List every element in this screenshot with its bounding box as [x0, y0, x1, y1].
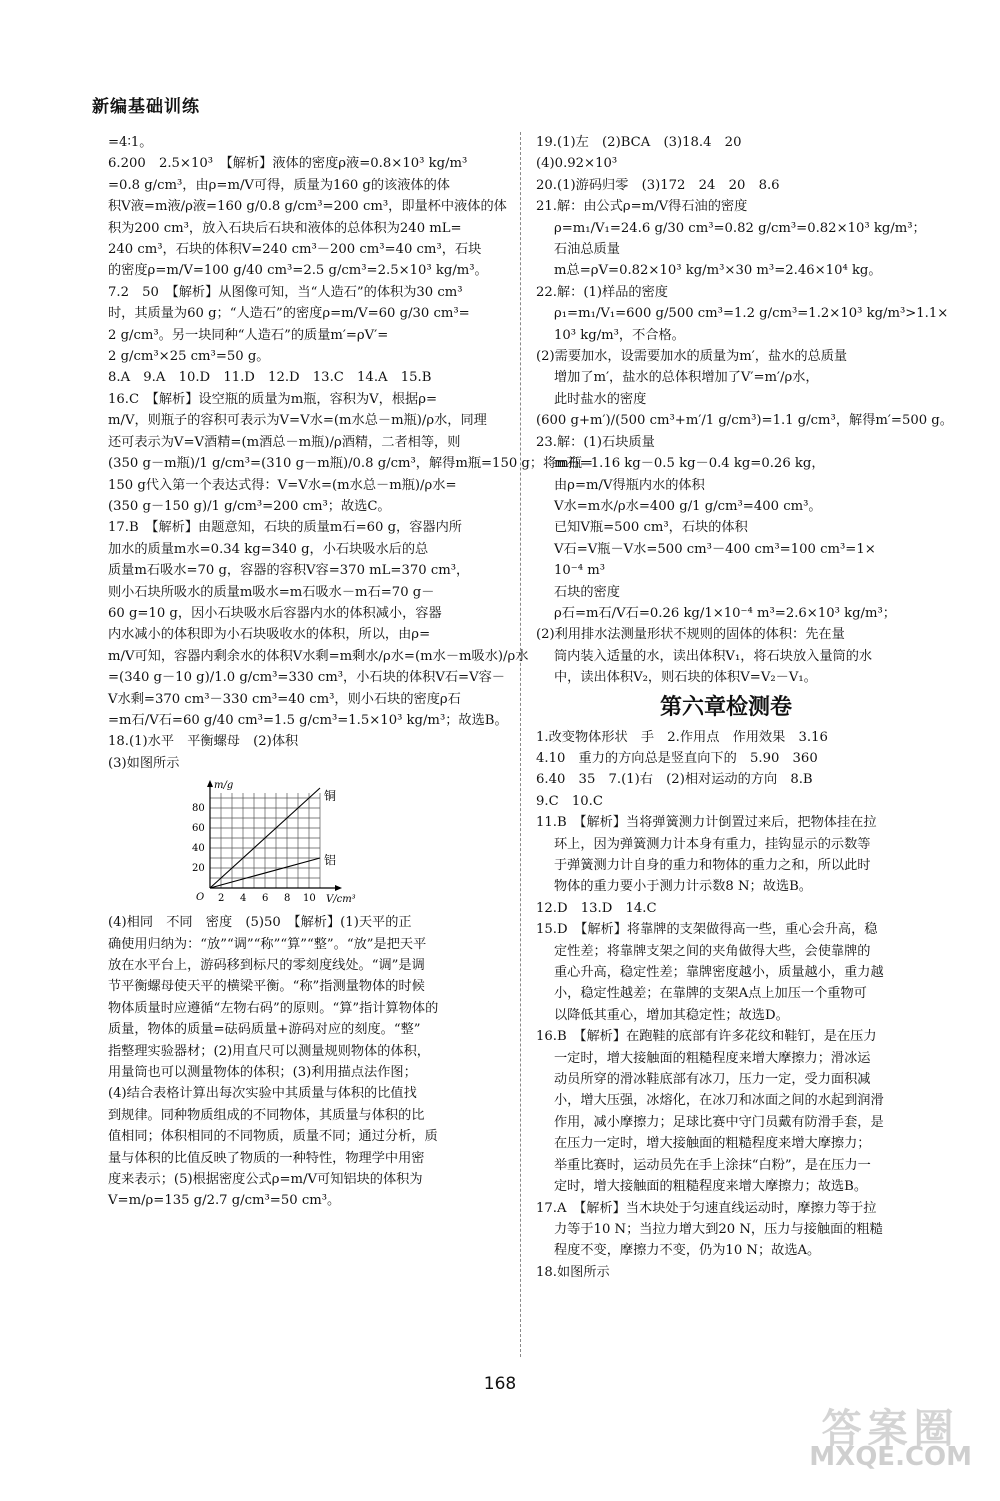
text-line: 18.如图所示: [536, 1264, 610, 1280]
page-number: 168: [483, 1374, 517, 1394]
text-line: V水=m水/ρ水=400 g/1 g/cm³=400 cm³。: [554, 498, 822, 514]
text-line: =(340 g－10 g)/1.0 g/cm³=330 cm³，小石块的体积V石=V容－: [108, 670, 505, 686]
text-line: 2 g/cm³×25 cm³=50 g。: [108, 349, 270, 365]
graph-x-tick: 2: [218, 893, 225, 905]
text-line: 作用，减小摩擦力；足球比赛中守门员戴有防滑手套，是: [554, 1114, 884, 1130]
text-line: 16.C 【解析】设空瓶的质量为m瓶，容积为V，根据ρ=: [108, 391, 438, 407]
graph-y-tick: 80: [192, 803, 205, 815]
text-line: (4)结合表格计算出每次实验中其质量与体积的比值找: [108, 1086, 417, 1102]
text-line: (4)相同 不同 密度 (5)50 【解析】(1)天平的正: [108, 915, 412, 931]
text-line: 6.200 2.5×10³ 【解析】液体的密度ρ液=0.8×10³ kg/m³: [108, 156, 468, 172]
text-line: ρ₁=m₁/V₁=600 g/500 cm³=1.2 g/cm³=1.2×10³ kg/m³>1.1×: [554, 306, 949, 322]
text-line: 到规律。同种物质组成的不同物体，其质量与体积的比: [108, 1107, 425, 1123]
text-line: 石块的密度: [554, 584, 620, 600]
text-line: 19.(1)左 (2)BCA (3)18.4 20: [536, 135, 742, 150]
text-line: (2)利用排水法测量形状不规则的固体的体积：先在量: [536, 627, 845, 643]
text-line: 中，读出体积V₂，则石块的体积V=V₂－V₁。: [554, 670, 817, 686]
text-line: 还可表示为V=V酒精=(m酒总－m瓶)/ρ酒精，二者相等，则: [108, 434, 461, 450]
text-line: 积V液=m液/ρ液=160 g/0.8 g/cm³=200 cm³，即量杯中液体的体: [108, 199, 507, 215]
text-line: 内水减小的体积即为小石块吸收水的体积，所以，由ρ=: [108, 627, 431, 643]
text-line: 23.解：(1)石块质量: [536, 434, 655, 450]
text-line: 21.解：由公式ρ=m/V得石油的密度: [536, 199, 748, 215]
graph-y-tick: 40: [192, 843, 205, 855]
graph-aluminum-label: 铝: [324, 853, 337, 868]
graph-origin: O: [196, 892, 205, 904]
text-line: =0.8 g/cm³，由ρ=m/V可得，质量为160 g的该液体的体: [108, 177, 450, 193]
text-line: 则小石块所吸水的质量m吸水=m石吸水－m石=70 g－: [108, 584, 435, 600]
text-line: =4∶1。: [108, 135, 153, 150]
text-line: (350 g－150 g)/1 g/cm³=200 cm³；故选C。: [108, 498, 391, 514]
text-line: (600 g+m′)/(500 cm³+m′/1 g/cm³)=1.1 g/cm³，解得m′=500 g。: [536, 413, 953, 429]
right-text-block: [536, 132, 953, 689]
text-line: (2)需要加水，设需要加水的质量为m′，盐水的总质量: [536, 349, 848, 365]
text-line: m/V，则瓶子的容积可表示为V=V水=(m水总－m瓶)/ρ水，同理: [108, 413, 487, 429]
text-line: 积为200 cm³，放入石块后石块和液体的总体积为240 mL=: [108, 220, 462, 236]
text-line: 8.A 9.A 10.D 11.D 12.D 13.C 14.A 15.B: [108, 370, 432, 386]
text-line: 定时，增大接触面的粗糙程度来增大摩擦力；故选B。: [554, 1179, 868, 1195]
text-line: V石=V瓶－V水=500 cm³－400 cm³=100 cm³=1×: [554, 541, 876, 557]
text-line: 物体质量时应遵循“左物右码”的原则。“算”指计算物体的: [108, 1000, 439, 1016]
text-line: 重心升高，稳定性差；靠牌密度越小，质量越小，重力越: [554, 965, 884, 981]
text-line: 时，其质量为60 g；“人造石”的密度ρ=m/V=60 g/30 cm³=: [108, 306, 470, 322]
text-line: 20.(1)游码归零 (3)172 24 20 8.6: [536, 177, 780, 193]
text-line: 节平衡螺母使天平的横梁平衡。“称”指测量物体的时候: [108, 979, 425, 995]
mass-volume-graph: [190, 778, 380, 908]
text-line: 1.改变物体形状 手 2.作用点 作用效果 3.16: [536, 729, 828, 745]
page-header: 新编基础训练: [92, 97, 200, 117]
text-line: 12.D 13.D 14.C: [536, 900, 657, 916]
watermark: [809, 1406, 972, 1472]
text-line: 16.B 【解析】在跑鞋的底部有许多花纹和鞋钉，是在压力: [536, 1029, 877, 1045]
text-line: 此时盐水的密度: [554, 391, 647, 407]
right-column: [536, 132, 953, 1283]
text-line: 确使用归纳为：“放”“调”“称”“算”“整”。“放”是把天平: [108, 936, 427, 952]
text-line: 22.解：(1)样品的密度: [536, 284, 668, 300]
text-line: 放在水平台上，游码移到标尺的零刻度线处。“调”是调: [108, 958, 425, 973]
text-line: 物体的重力要小于测力计示数8 N；故选B。: [554, 879, 812, 895]
text-line: 由ρ=m/V得瓶内水的体积: [554, 477, 705, 493]
text-line: 15.D 【解析】将靠牌的支架做得高一些，重心会升高，稳: [536, 922, 878, 938]
text-line: (4)0.92×10³: [536, 156, 618, 172]
graph-x-tick: 8: [284, 893, 291, 905]
text-line: 质量，物体的质量=砝码质量+游码对应的刻度。“整”: [108, 1022, 421, 1038]
text-line: 240 cm³，石块的体积V=240 cm³－200 cm³=40 cm³，石块: [108, 242, 482, 258]
graph-x-label: V/cm³: [326, 894, 356, 906]
graph-y-tick: 60: [192, 823, 205, 835]
text-line: 用量筒也可以测量物体的体积；(3)利用描点法作图；: [108, 1065, 417, 1081]
text-line: ρ石=m石/V石=0.26 kg/1×10⁻⁴ m³=2.6×10³ kg/m³；: [554, 605, 896, 621]
text-line: 一定时，增大接触面的粗糙程度来增大摩擦力；滑冰运: [554, 1050, 871, 1066]
text-line: 定性差；将靠牌支架之间的夹角做得大些，会使靠牌的: [554, 943, 871, 959]
text-line: 于弹簧测力计自身的重力和物体的重力之和，所以此时: [554, 858, 871, 873]
text-line: m总=ρV=0.82×10³ kg/m³×30 m³=2.46×10⁴ kg。: [554, 263, 882, 279]
text-line: 增加了m′，盐水的总体积增加了V′=m′/ρ水，: [554, 370, 819, 386]
column-divider: [520, 132, 521, 1357]
graph-grid: [210, 793, 320, 888]
text-line: (3)如图所示: [108, 755, 180, 771]
text-line: 力等于10 N；当拉力增大到20 N，压力与接触面的粗糙: [554, 1221, 883, 1237]
text-line: 7.2 50 【解析】从图像可知，当“人造石”的体积为30 cm³: [108, 284, 463, 300]
text-line: 程度不变，摩擦力不变，仍为10 N；故选A。: [554, 1243, 821, 1259]
text-line: 9.C 10.C: [536, 793, 603, 809]
text-line: 度来表示；(5)根据密度公式ρ=m/V可知铝块的体积为: [108, 1172, 423, 1188]
text-line: 动员所穿的滑冰鞋底部有冰刀，压力一定，受力面积减: [554, 1072, 871, 1088]
text-line: 的密度ρ=m/V=100 g/40 cm³=2.5 g/cm³=2.5×10³ kg/m³。: [108, 263, 488, 279]
text-line: 17.A 【解析】当木块处于匀速直线运动时，摩擦力等于拉: [536, 1200, 877, 1216]
text-line: 值相同；体积相同的不同物质，质量不同；通过分析，质: [108, 1129, 438, 1145]
text-line: (350 g－m瓶)/1 g/cm³=(310 g－m瓶)/0.8 g/cm³，解得m瓶=150 g；将m瓶=: [108, 456, 593, 472]
text-line: 石油总质量: [554, 242, 620, 258]
text-line: 量与体积的比值反映了物质的一种特性，物理学中用密: [108, 1150, 425, 1166]
watermark-logo-text: 答案圈: [821, 1406, 960, 1452]
graph-y-tick: 20: [192, 863, 205, 875]
text-line: V水剩=370 cm³－330 cm³=40 cm³，则小石块的密度ρ石: [108, 691, 461, 707]
text-line: V=m/ρ=135 g/2.7 g/cm³=50 cm³。: [108, 1193, 341, 1209]
text-line: 60 g=10 g，因小石块吸水后容器内水的体积减小，容器: [108, 605, 442, 621]
text-line: 11.B 【解析】当将弹簧测力计倒置过来后，把物体挂在拉: [536, 815, 877, 831]
text-line: 小，增大压强，冰熔化，在冰刀和冰面之间的水起到润滑: [554, 1093, 884, 1109]
text-line: m/V可知，容器内剩余水的体积V水剩=m剩水/ρ水=(m水－m吸水)/ρ水: [108, 648, 529, 664]
text-line: 举重比赛时，运动员先在手上涂抹“白粉”，是在压力一: [554, 1157, 871, 1173]
right-text-block: [536, 727, 916, 1284]
chapter-title: 第六章检测卷: [659, 694, 792, 720]
text-line: 筒内装入适量的水，读出体积V₁，将石块放入量筒的水: [554, 648, 873, 664]
text-line: 6.40 35 7.(1)右 (2)相对运动的方向 8.B: [536, 772, 813, 788]
text-line: =m石/V石=60 g/40 cm³=1.5 g/cm³=1.5×10³ kg/m³；故选B。: [108, 712, 508, 728]
text-line: 已知V瓶=500 cm³，石块的体积: [554, 520, 748, 536]
text-line: 10⁻⁴ m³: [554, 563, 606, 579]
text-line: 150 g代入第一个表达式得：V=V水=(m水总－m瓶)/ρ水=: [108, 477, 457, 493]
graph-y-label: m/g: [214, 780, 234, 792]
graph-copper-label: 铜: [324, 789, 337, 804]
watermark-url: MXQE.COM: [809, 1442, 972, 1472]
graph-x-tick: 6: [262, 893, 269, 905]
text-line: 指整理实验器材；(2)用直尺可以测量规则物体的体积，: [108, 1043, 430, 1059]
graph-x-tick: 10: [303, 893, 316, 905]
text-line: m石=1.16 kg－0.5 kg－0.4 kg=0.26 kg，: [554, 456, 825, 472]
text-line: ρ=m₁/V₁=24.6 g/30 cm³=0.82 g/cm³=0.82×10³ kg/m³；: [554, 220, 926, 236]
left-text-block: [108, 912, 508, 1212]
text-line: 10³ kg/m³，不合格。: [554, 327, 685, 343]
text-line: 4.10 重力的方向总是竖直向下的 5.90 360: [536, 750, 818, 766]
text-line: 2 g/cm³。另一块同种“人造石”的质量m′=ρV′=: [108, 327, 389, 343]
text-line: 18.(1)水平 平衡螺母 (2)体积: [108, 734, 299, 750]
graph-x-tick: 4: [240, 893, 247, 905]
text-line: 小，稳定性越差；在靠牌的支架A点上加压一个重物可: [554, 986, 867, 1002]
text-line: 以降低其重心，增加其稳定性；故选D。: [554, 1007, 789, 1023]
text-line: 在压力一定时，增大接触面的粗糙程度来增大摩擦力；: [554, 1136, 871, 1152]
text-line: 加水的质量m水=0.34 kg=340 g，小石块吸水后的总: [108, 541, 429, 557]
text-line: 环上，因为弹簧测力计本身有重力，挂钩显示的示数等: [554, 836, 871, 852]
text-line: 17.B 【解析】由题意知，石块的质量m石=60 g，容器内所: [108, 520, 462, 536]
text-line: 质量m石吸水=70 g，容器的容积V容=370 mL=370 cm³，: [108, 563, 470, 579]
